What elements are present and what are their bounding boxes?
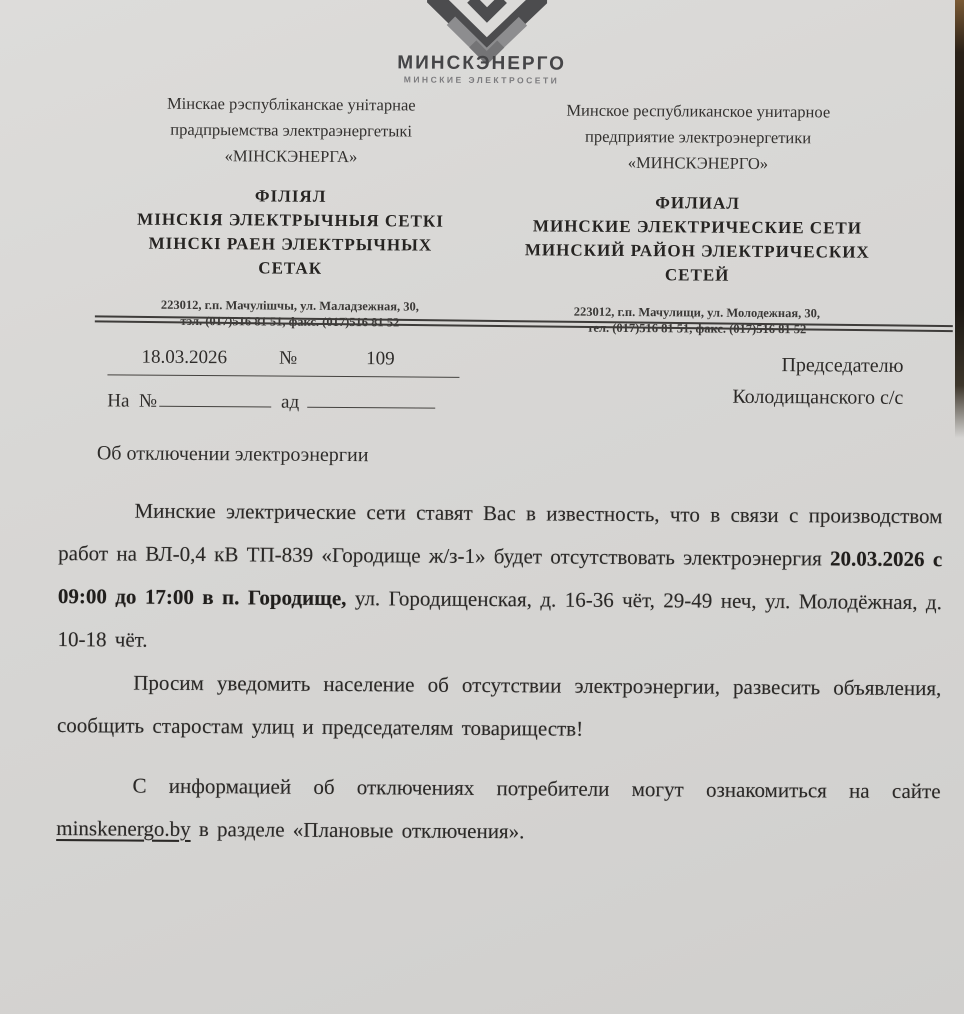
branch-line: МИНСКИЙ РАЙОН ЭЛЕКТРИЧЕСКИХ bbox=[524, 240, 870, 262]
branch-line: МІНСКІ РАЕН ЭЛЕКТРЫЧНЫХ bbox=[148, 233, 433, 255]
minskenergo-website-link: minskenergo.by bbox=[56, 816, 191, 841]
branch-line: ФІЛІЯЛ bbox=[254, 186, 327, 206]
branch-line: СЕТАК bbox=[258, 258, 323, 278]
reference-date-row bbox=[107, 346, 459, 377]
org-name-line: прадпрыемства электраэнергетыкі bbox=[170, 119, 413, 141]
blank-underline bbox=[159, 383, 271, 408]
letter-number: 109 bbox=[366, 348, 395, 370]
logo-title: МИНСКЭНЕРГО bbox=[397, 52, 567, 75]
subject-line: Об отключении электроэнергии bbox=[96, 442, 369, 467]
letter-date: 18.03.2026 bbox=[141, 346, 228, 369]
address-line: тэл. (017)516 81 51, факс. (017)516 81 52 bbox=[180, 313, 400, 330]
reference-reply-row bbox=[107, 382, 459, 414]
branch-line: МІНСКІЯ ЭЛЕКТРЫЧНЫЯ СЕТКІ bbox=[137, 209, 444, 231]
body-text-normal: Минские электрические сети ставят Вас в известность, что в связи с производством работ на ВЛ-0,4 кВ ТП-839 «Городище ж/з-1» будет отсутствовать электроэнергия bbox=[58, 498, 943, 571]
body-text-normal: ул. Городищенская, д. 16-36 чёт, 29-49 неч, ул. Молодёжная, д. 10-18 чёт. bbox=[57, 586, 942, 652]
letter-body bbox=[56, 489, 942, 856]
reference-block bbox=[107, 346, 459, 414]
branch-name-block bbox=[101, 183, 480, 282]
blank-underline bbox=[307, 384, 435, 409]
branch-name-block bbox=[492, 190, 903, 289]
paragraph-outage-notice bbox=[57, 489, 942, 667]
addressee-line: Колодищанского с/с bbox=[732, 385, 904, 409]
org-column-russian bbox=[492, 97, 904, 338]
address-line: тел. (017)516 81 51, факс. (017)516 81 52 bbox=[587, 320, 807, 337]
ad-label: ад bbox=[280, 391, 300, 413]
on-number-label: На № bbox=[107, 390, 158, 412]
branch-line: ФИЛИАЛ bbox=[655, 193, 741, 213]
body-text-normal: С информацией об отключениях потребители могут ознакомиться на сайте bbox=[132, 773, 941, 804]
outage-datetime-bold: 20.03.2026 с 09:00 до 17:00 в п. Городище, bbox=[57, 546, 943, 611]
addressee-block bbox=[603, 348, 903, 414]
body-text-normal: в разделе «Плановые отключения». bbox=[190, 816, 525, 844]
org-name-line: предприятие электроэнергетики bbox=[585, 126, 812, 148]
org-name-line: «МІНСКЭНЕРГА» bbox=[224, 146, 358, 167]
branch-line: МИНСКИЕ ЭЛЕКТРИЧЕСКИЕ СЕТИ bbox=[532, 216, 863, 238]
number-sign: № bbox=[279, 347, 298, 369]
scan-edge-shadow bbox=[955, 0, 964, 438]
logo-subtitle: МИНСКИЕ ЭЛЕКТРОСЕТИ bbox=[403, 74, 560, 86]
branch-line: СЕТЕЙ bbox=[664, 265, 730, 285]
address-line: 223012, г.п. Мачулішчы, ул. Маладзежная, 30, bbox=[160, 297, 420, 314]
org-name-line: «МИНСКЭНЕРГО» bbox=[627, 153, 769, 173]
org-name-line: Мінскае рэспубліканскае унітарнае bbox=[166, 93, 416, 115]
org-name-line: Минское республиканское унитарное bbox=[566, 100, 831, 122]
address-line: 223012, г.п. Мачулищи, ул. Молодежная, 30, bbox=[573, 304, 821, 321]
org-column-belarusian bbox=[101, 90, 481, 331]
paragraph-request: Просим уведомить население об отсутствии электроэнергии, развесить объявления, сообщить старостам улиц и председателям товариществ! bbox=[56, 670, 942, 741]
paragraph-website-info bbox=[56, 764, 941, 856]
addressee-line: Председателю bbox=[781, 354, 904, 377]
